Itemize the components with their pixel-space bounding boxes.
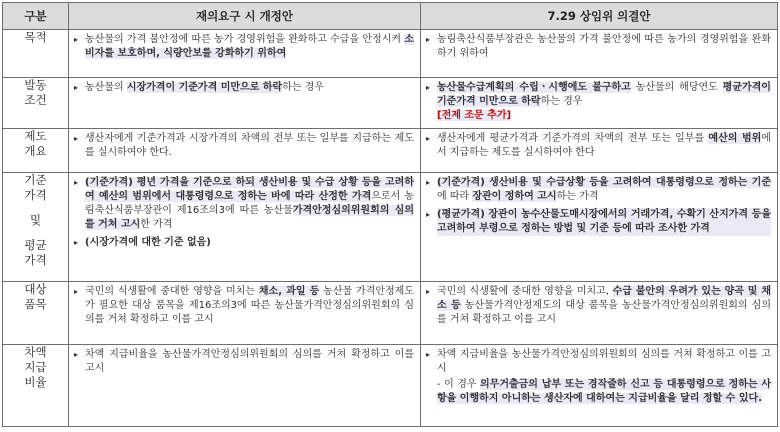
- arrow-bullet-icon: ▸: [74, 238, 79, 247]
- header-row: [3, 3, 778, 30]
- proposal-payment: ▸ 차액 지급비율을 농산물가격안정심의위원회의 심의를 거쳐 확정하고 이를 고시: [69, 345, 421, 427]
- decision-purpose: ▸ 농림축산식품부장관은 농산물의 가격 불안정에 따른 농가의 경영위험을 완화하기 위하여: [421, 30, 778, 78]
- category-overview: 제도 개요: [3, 129, 69, 173]
- added-clause-note: [전제 조문 추가]: [437, 110, 512, 121]
- decision-target: ▸ 국민의 식생활에 중대한 영향을 미치고, 수급 불안의 우려가 있는 양곡 및 채소 등 농산물가격안정제도의 대상 품목을 농산물가격안정심의위원회의 심의를 거쳐 확정하고 이를 고시: [421, 282, 778, 345]
- category-price: 기준 가격 및 평균 가격: [3, 173, 69, 282]
- arrow-bullet-icon: ▸: [74, 134, 79, 143]
- row-overview: [3, 129, 778, 173]
- header-decision: 7.29 상임위 의결안: [421, 3, 778, 30]
- arrow-bullet-icon: ▸: [426, 35, 431, 44]
- decision-trigger: ▸ 농산물수급계획의 수립ㆍ시행에도 불구하고 농산물의 해당연도 평균가격이 기준가격 미만으로 하락하는 경우 [전제 조문 추가]: [421, 78, 778, 129]
- header-category: 구분: [3, 3, 69, 30]
- row-payment: [3, 345, 778, 427]
- proposal-purpose: ▸ 농산물의 가격 불안정에 따른 농가 경영위험을 완화하고 수급을 안정시켜 소비자를 보호하며, 식량안보를 강화하기 위하여: [69, 30, 421, 78]
- category-payment: 차액 지급 비율: [3, 345, 69, 427]
- arrow-bullet-icon: ▸: [426, 83, 431, 92]
- comparison-table: [2, 2, 778, 427]
- header-proposal: 재의요구 시 개정안: [69, 3, 421, 30]
- arrow-bullet-icon: ▸: [74, 350, 79, 359]
- decision-overview: ▸ 생산자에게 평균가격과 기준가격의 차액의 전부 또는 일부를 예산의 범위에서 지급하는 제도를 실시하여야 한다: [421, 129, 778, 173]
- category-target: 대상 품목: [3, 282, 69, 345]
- row-price: [3, 173, 778, 282]
- proposal-price: ▸ (기준가격) 평년 가격을 기준으로 하되 생산비용 및 수급 상황 등을 고려하여 예산의 범위에서 대통령령으로 정하는 바에 따라 산정한 가격으로서 농림축산식품부장관이 제16조의3에 따른 농산물가격안정심의위원회의 심의를 거쳐 고시한 가격 ▸ (시장가격에 대한 기준 없음): [69, 173, 421, 282]
- row-trigger: [3, 78, 778, 129]
- row-target: [3, 282, 778, 345]
- arrow-bullet-icon: ▸: [74, 35, 79, 44]
- payment-exception-note: - 이 경우 의무거출금의 납부 또는 경작줄하 신고 등 대통령령으로 정하는 사항을 이행하지 아니하는 생산자에 대하여는 지급비율을 달리 정할 수 있다.: [437, 379, 772, 404]
- arrow-bullet-icon: ▸: [426, 178, 431, 187]
- arrow-bullet-icon: ▸: [426, 287, 431, 296]
- decision-price: ▸ (기준가격) 생산비용 및 수급상황 등을 고려하여 대통령령으로 정하는 기준에 따라 장관이 정하여 고시하는 가격 ▸ (평균가격) 장관이 농수산물도매시장에서의 거래가격, 수확기 산지가격 등을 고려하여 부령으로 정하는 방법 및 기준 등에 따라 조사한 가격: [421, 173, 778, 282]
- arrow-bullet-icon: ▸: [74, 287, 79, 296]
- decision-payment: ▸ 차액 지급비율을 농산물가격안정심의위원회의 심의를 거쳐 확정하고 이를 고시 - 이 경우 의무거출금의 납부 또는 경작줄하 신고 등 대통령령으로 정하는 사항을 이행하지 아니하는 생산자에 대하여는 지급비율을 달리 정할 수 있다.: [421, 345, 778, 427]
- arrow-bullet-icon: ▸: [426, 134, 431, 143]
- arrow-bullet-icon: ▸: [426, 350, 431, 359]
- proposal-overview: ▸ 생산자에게 기준가격과 시장가격의 차액의 전부 또는 일부를 지급하는 제도를 실시하여야 한다.: [69, 129, 421, 173]
- category-purpose: 목적: [3, 30, 69, 78]
- proposal-target: ▸ 국민의 식생활에 중대한 영향을 미치는 채소, 과일 등 농산물 가격안정제도가 필요한 대상 품목을 제16조의3에 따른 농산물가격안정심의위원회의 심의를 거쳐 확정하고 이를 고시: [69, 282, 421, 345]
- row-purpose: [3, 30, 778, 78]
- category-trigger: 발동 조건: [3, 78, 69, 129]
- proposal-trigger: ▸ 농산물의 시장가격이 기준가격 미만으로 하락하는 경우: [69, 78, 421, 129]
- arrow-bullet-icon: ▸: [74, 178, 79, 187]
- arrow-bullet-icon: ▸: [426, 210, 431, 219]
- arrow-bullet-icon: ▸: [74, 83, 79, 92]
